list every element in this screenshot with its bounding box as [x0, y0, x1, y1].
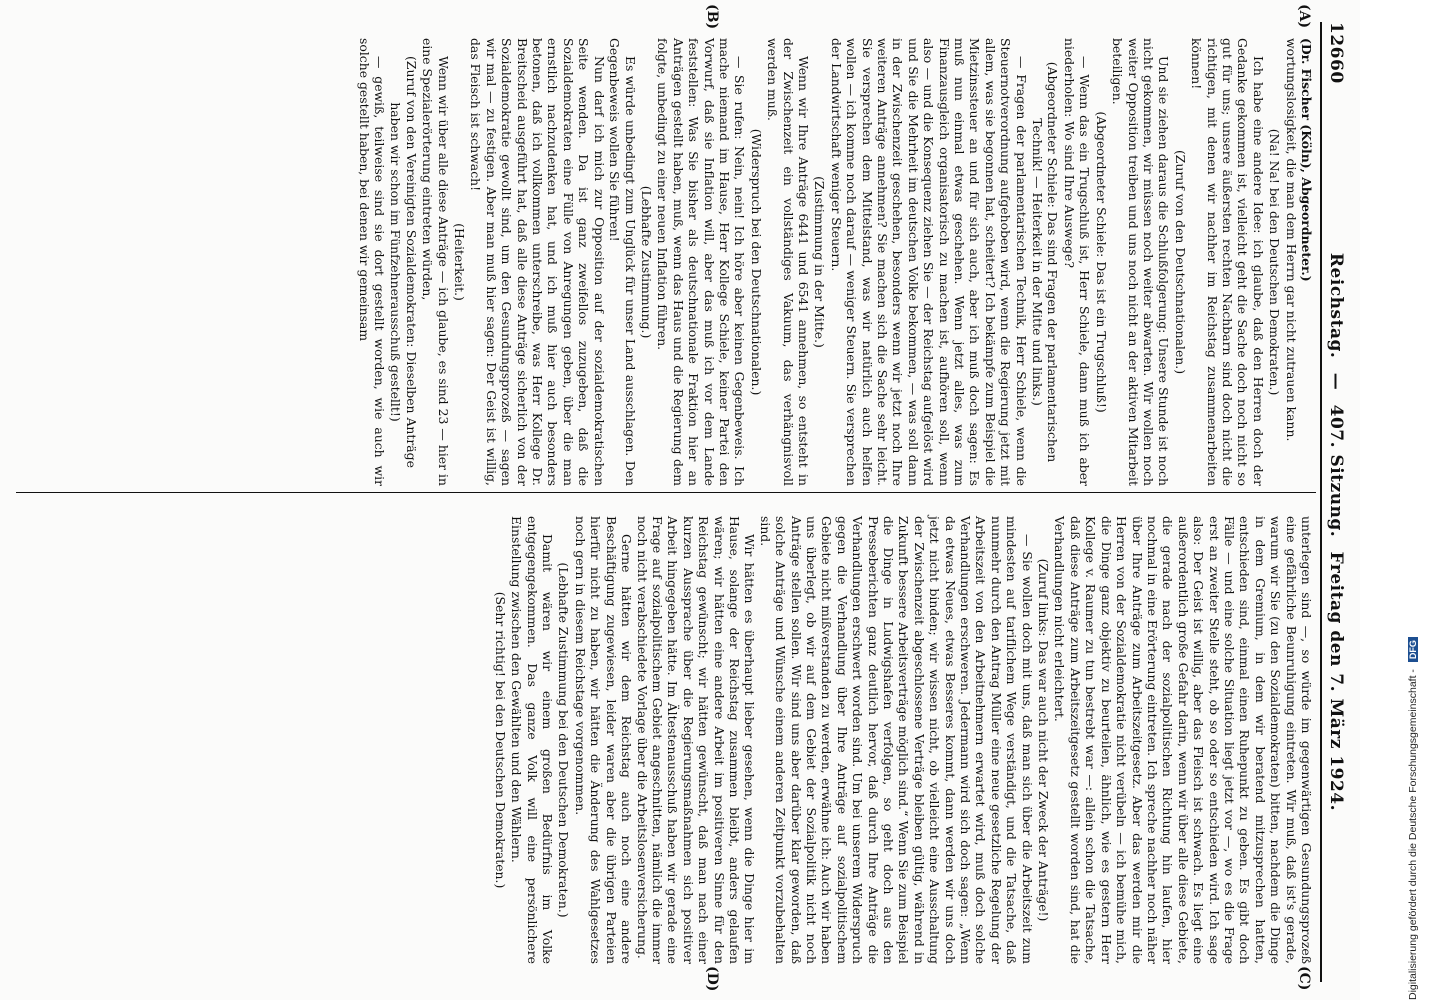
digitization-credit — [1407, 0, 1419, 1000]
paragraph-text: — Sie rufen: Nein, nein! Ich höre aber keinen Gegenbeweis. Ich mache niemand im Hause, Herr Kollege Schiele, keiner Partei den Vorwurf, daß sie Inflation will, aber das muß ich vor dem Lande feststellen: Was Sie bisher als deutschnationale Fraktion hier an Anträgen gestellt haben, muß, wenn das Haus und die Regierung dem folgte, unbedingt zu einer neuen Inflation führen. — [655, 38, 748, 486]
paragraph-text: — Fragen der parlamentarischen Technik, Herr Schiele, wenn die Steuernotverordnung aufgehoben wird, wenn die Regierung jetzt mit allem, was sie begonnen hat, scheitert? Ich bekämpfe zum Beispiel die Mietzinssteuer an und für sich auch, aber ich muß doch sagen: Es muß nun einmal etwas geschehen. Wenn jetzt alles, was zum Finanzausgleich organisatorisch zu machen ist, aufhören soll, wenn also — und die Konsequenz ziehen Sie — der Reichstag aufgelöst wird und Sie die Mehrheit im deutschen Volke bekommen, — was soll dann in der Zwischenzeit geschehen, besonders wenn wir jetzt noch Ihre weiteren Anträge annehmen? Sie machen sich die Sache sehr leicht. Sie versprechen dem Mittelstand, was wir natürlich auch helfen wollen — ich komme noch darauf — weniger Steuern. Sie versprechen der Landwirtschaft weniger Steuern. — [828, 38, 1029, 486]
paragraph — [452, 38, 467, 486]
paragraph-text: (Widerspruch bei den Deutschnationalen.) — [748, 128, 764, 396]
paragraph-text: (Abgeordneter Schiele: Das sind Fragen der parlamentarischen Technik! — Heiterkeit in der Mitte und links.) — [1030, 61, 1061, 463]
paragraph — [388, 38, 419, 486]
paragraph-text: (Zustimmung in der Mitte.) — [812, 176, 828, 348]
paragraph-text: (Heiterkeit.) — [452, 223, 468, 301]
paragraph — [757, 516, 1034, 964]
paragraph — [655, 38, 747, 486]
paragraph — [607, 38, 638, 486]
paragraph-text: Nun darf ich mich zur Opposition auf der sozialdemokratischen Seite wenden. Da ist ganz zweifellos zuzugeben, daß die Sozialdemokraten eine Fülle von Anregungen geben, über die man ernstlich nachzudenken hat, und ich muß hier auch besonders betonen, daß ich vollkommen unterschreibe, was Herr Kollege Dr. Breitscheid ausgeführt hat, daß alle diese Anträge sicherlich von der Sozialdemokratie gewollt sind, um den Gesundungsprozeß — sagen wir mal — zu festigen. Aber man muß hier sagen: Der Geist ist willig, das Fleisch ist schwach! — [468, 38, 607, 486]
paragraph — [1189, 38, 1266, 486]
right-column — [491, 516, 1314, 964]
paragraph — [1093, 38, 1108, 486]
paragraph-text: wortungslosigkeit, die man dem Herrn gar nicht zutrauen kann. — [1283, 38, 1299, 442]
header-center — [1326, 202, 1346, 862]
paragraph-text: Wenn wir über alle diese Anträge — ich glaube, es sind 23 — hier in eine Spezialerörterung eintreten würden, — [420, 38, 451, 486]
paragraph — [1172, 38, 1187, 486]
paragraph-text: Und sie ziehen daraus die Schlußfolgerung: Unsere Stunde ist noch nicht gekommen, wir müssen noch weiter abwarten. Wir wollen noch weiter Opposition treiben und uns noch nicht an der aktiven Mitarbeit beteiligen. — [1110, 38, 1172, 486]
header-session: 407. Sitzung. — [1326, 404, 1346, 538]
paragraph-text: Damit wären wir einem großen Bedürfnis im Volke entgegengekommen. Das ganze Volk will eine persönlichere Einstellung zwischen den Gewählten und den Wählern. — [509, 516, 556, 964]
paragraph-text: (Zuruf von den Deutschnationalen.) — [1172, 149, 1188, 375]
paragraph-text: (Sehr richtig! bei den Deutschen Demokraten.) — [492, 591, 508, 889]
paragraph-text: unterlegen sind —, so würde im gegenwärtigen Gesundungsprozeß eine gefährliche Beunruhigung eintreten. Wir muß, daß ist's gerade, warum wir Sie (zu den Sozialdemokraten) bitten, nachdem die Dinge in dem Gremium, in dem wir beratend mitzusprechen hatten, entschieden sind, einmal einen Ruhepunkt zu geben. Es gibt doch Fälle — und eine solche Situation liegt jetzt vor —, wo es die Frage erst an zweiter Stelle steht, ob so oder so entschieden wird. Ich sage also: Der Geist ist willig, aber das Fleisch ist schwach. Es liegt eine außerordentlich große Gefahr darin, wenn wir über alle diese Gebiete, die gerade nach der sozialpolitischen Richtung hin laufen, hier nochmal in eine Erörterung eintreten. Ich spreche nachher noch näher über Ihre Anträge zum Arbeitszeitgesetz. Aber das werden mir die Herren von der Sozialdemokratie nicht verübeln — ich bemühe mich, die Dinge ganz objektiv zu beurteilen, ähnlich, wie es gestern Herr Kollege v. Raumer zu tun bestrebt war —: allein schon die Tatsache, daß diese Anträge zum Arbeitszeitgesetz gestellt worden sind, hat die Verhandlungen nicht erleichtert. — [1052, 516, 1314, 964]
header-separator: — — [1326, 372, 1346, 391]
speaker-label: (Dr. Fischer (Köln), Abgeordneter.) — [1299, 38, 1314, 282]
paragraph-text: Wenn wir Ihre Anträge 6441 und 6541 annehmen, so entsteht in der Zwischenzeit ein vollständiges Vakuum, das verhängnisvoll werden muß. — [765, 38, 811, 486]
paragraph — [828, 38, 1028, 486]
paragraph-text: — gewiß, teilweise sind sie dort gestellt worden, wie auch wir solche gestellt haben, bei denen wir gemeinsam — [356, 38, 388, 486]
paragraph — [634, 516, 757, 964]
page-number: 12660 — [1326, 22, 1346, 84]
paragraph — [1283, 38, 1298, 486]
paragraph-text: — Wenn das ein Trugschluß ist, Herr Schiele, dann muß ich aber niederholen: Wo sind Ihre Auswege? — [1061, 38, 1093, 486]
paragraph-text: — Sie wollen doch mit uns, daß man sich über die Arbeitszeit zum mindesten auf tariflichem Wege verständigt, und die Tatsache, daß nunmehr durch den Antrag Müller eine neue gesetzliche Regelung der Arbeitszeit von den Arbeitnehmern erwartet wird, muß doch solche Verhandlungen erschweren. Jedermann wird sich doch sagen: „Wenn da etwas Neues, etwas Besseres kommt, dann werden wir uns doch jetzt nicht binden; wir wissen nicht, ob vielleicht eine Ausschaltung der Zwischenzeit abgeschlossene Verträge bleiben gültig, während in Zukunft bessere Arbeitsverträge möglich sind.“ Wenn Sie zum Beispiel die Dinge in Ludwigshafen verfolgen, so geht doch aus den Presseberichten ganz deutlich hervor, daß durch Ihre Anträge die Verhandlungen erschwert worden sind. Um bei unserem Widerspruch gegen die Verhandlung über Ihre Anträge auf sozialpolitischem Gebiete nicht mißverstanden zu werden, erwähne ich: Auch wir haben uns überlegt, ob wir auf dem Gebiet der Sozialpolitik nicht noch Anträge stellen sollen. Wir sind uns aber darüber klar geworden, daß solche Anträge und Wünsche einem anderen Zeitpunkt vorzubehalten sind. — [757, 516, 1035, 964]
paragraph-text: Gerne hätten wir dem Reichstag auch noch eine andere Beschäftigung zugewiesen, leider waren aber die übrigen Parteien hierfür nicht zu haben, wir hätten die Änderung des Wahlgesetzes noch gern in diesem Reichstage vorgenommen. — [572, 516, 635, 964]
header-date: Freitag den 7. März 1924. — [1326, 551, 1346, 812]
header-title: Reichstag. — [1326, 252, 1346, 359]
paragraph — [1110, 38, 1172, 486]
paragraph — [468, 38, 607, 486]
paragraph — [509, 516, 555, 964]
margin-marker-a: (A) — [1296, 4, 1312, 29]
paragraph — [573, 516, 635, 964]
paragraph — [1299, 38, 1314, 486]
paragraph — [492, 516, 507, 964]
page-header — [1320, 22, 1350, 982]
paragraph — [356, 38, 387, 486]
paragraph — [1036, 516, 1051, 964]
paragraph-text: (Zuruf links: Das war auch nicht der Zweck der Anträge!) — [1036, 558, 1052, 922]
paragraph — [748, 38, 763, 486]
paragraph — [639, 38, 654, 486]
paragraph — [420, 38, 451, 486]
paragraph-text: (Lebhafte Zustimmung bei den Deutschen Demokraten.) — [556, 562, 572, 918]
paragraph-text: (Na! Na! bei den Deutschen Demokraten.) — [1267, 128, 1283, 396]
column-divider — [16, 492, 1316, 493]
left-column — [356, 38, 1314, 486]
credit-text: Digitalisierung gefördert durch die Deutsche Forschungsgemeinschaft - — [1407, 669, 1419, 1000]
paragraph — [1052, 516, 1314, 964]
paragraph-text: (Lebhafte Zustimmung.) — [638, 185, 654, 339]
paragraph-text: (Zuruf von den Vereinigten Sozialdemokraten: Dieselben Anträge haben wir schon im Fünfzehnerausschuß gestellt!) — [388, 56, 419, 468]
paragraph — [1030, 38, 1061, 486]
paragraph-text: Ich habe eine andere Idee: ich glaube, daß den Herren doch der Gedanke gekommen ist, vielleicht geht die Sache doch noch nicht so gut für uns; unsere äußersten rechten Nachbarn sind doch nicht die richtigen, mit denen wir nachher im Reichstag zusammenarbeiten können! — [1189, 38, 1266, 486]
paragraph — [1062, 38, 1093, 486]
paragraph-text: Wir hätten es überhaupt lieber gesehen, wenn die Dinge hier im Hause, solange der Reichstag zusammen bleibt, anders gelaufen wären; wir hätten eine andere Arbeit im positiveren Sinne für den Reichstag gewünscht; wir hätten gewünscht, daß man nach einer kurzen Aussprache über die Regierungsmaßnahmen sich positiver Arbeit hingegeben hätte. Im Ältestenausschuß haben wir gerade eine Frage auf sozialpolitischem Gebiet angeschnitten, nämlich die immer noch nicht verabschiedete Vorlage über die Arbeitslosenversicherung. — [634, 516, 758, 964]
paragraph — [556, 516, 571, 964]
paragraph-text: Es würde unbedingt zum Unglück für unser Land ausschlagen. Den Gegenbeweis wollen Sie führen! — [607, 38, 638, 486]
dfg-logo: DFG — [1408, 637, 1418, 662]
margin-marker-d: (D) — [704, 966, 720, 992]
margin-marker-b: (B) — [704, 4, 720, 30]
paragraph — [1267, 38, 1282, 486]
paragraph-text: (Abgeordneter Schiele: Das ist ein Trugschluß!) — [1093, 111, 1109, 413]
paragraph — [812, 38, 827, 486]
paragraph — [765, 38, 811, 486]
margin-marker-c: (C) — [1296, 966, 1312, 991]
